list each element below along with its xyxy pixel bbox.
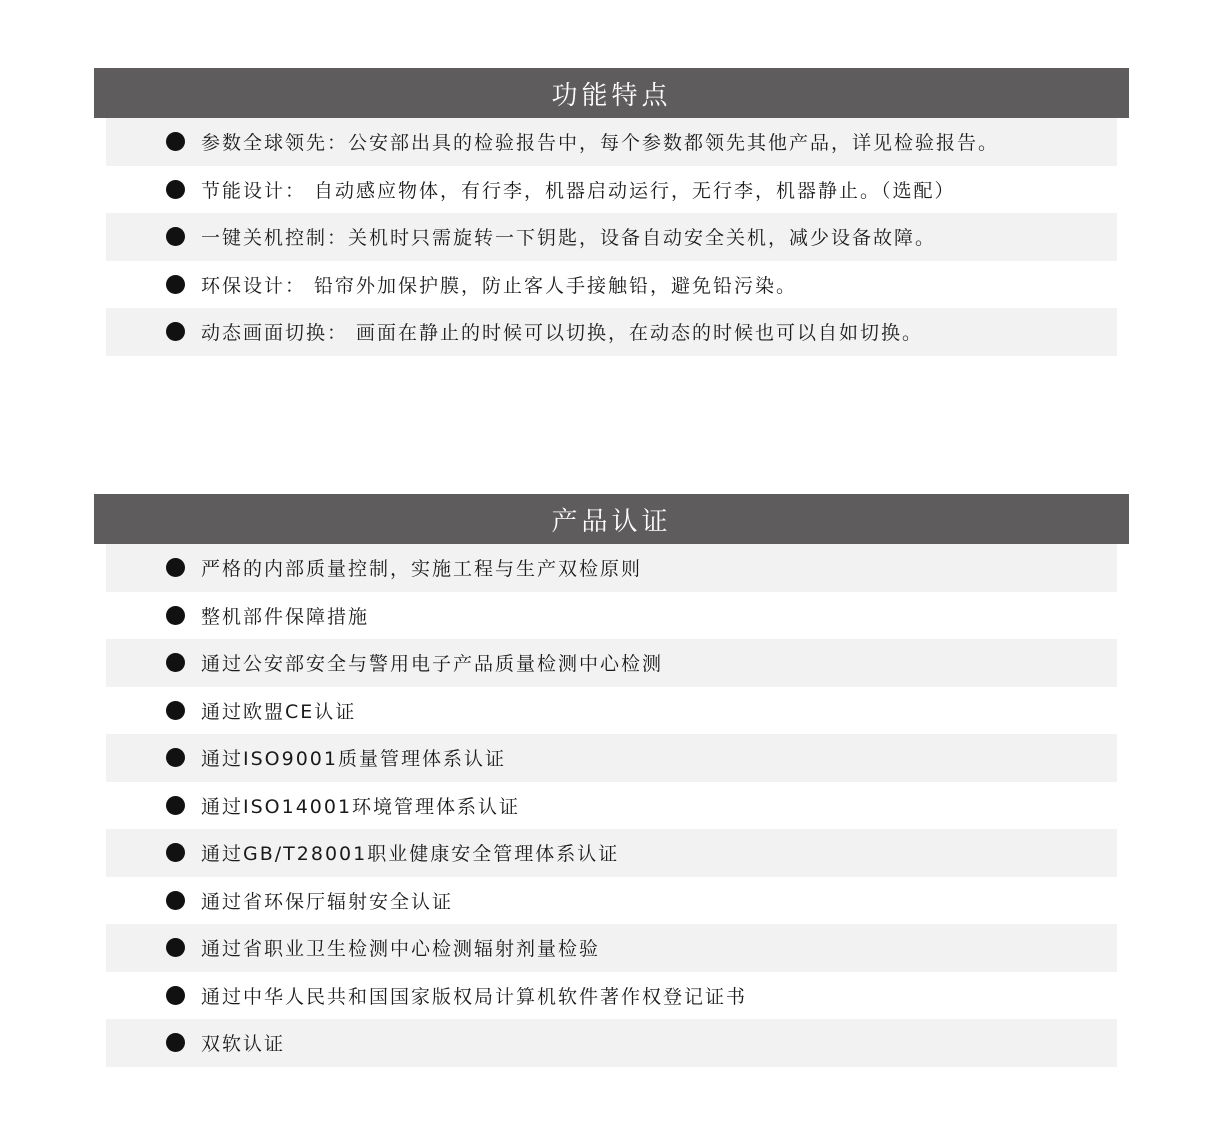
certifications-title: 产品认证 xyxy=(551,506,672,537)
list-item-text: 通过ISO14001环境管理体系认证 xyxy=(201,795,521,818)
list-item-text: 一键关机控制：关机时只需旋转一下钥匙，设备自动安全关机，减少设备故障。 xyxy=(201,227,937,250)
list-item-text: 通过公安部安全与警用电子产品质量检测中心检测 xyxy=(201,653,664,676)
bullet-icon xyxy=(166,322,185,341)
list-item xyxy=(106,213,1117,261)
list-item-text: 通过省环保厅辐射安全认证 xyxy=(201,890,454,913)
list-item xyxy=(106,639,1117,687)
list-item-text: 参数全球领先：公安部出具的检验报告中，每个参数都领先其他产品，详见检验报告。 xyxy=(201,132,1000,155)
list-item xyxy=(106,544,1117,592)
features-header xyxy=(94,68,1129,118)
list-item xyxy=(106,118,1117,166)
list-item-text: 双软认证 xyxy=(201,1033,286,1056)
features-section xyxy=(94,68,1129,356)
list-item xyxy=(106,687,1117,735)
list-item xyxy=(106,592,1117,640)
bullet-icon xyxy=(166,891,185,910)
certifications-list xyxy=(106,544,1117,1067)
list-item xyxy=(106,972,1117,1020)
list-item xyxy=(106,1019,1117,1067)
list-item xyxy=(106,261,1117,309)
list-item-text: 严格的内部质量控制，实施工程与生产双检原则 xyxy=(201,558,643,581)
bullet-icon xyxy=(166,796,185,815)
list-item-text: 环保设计： 铅帘外加保护膜，防止客人手接触铅，避免铅污染。 xyxy=(201,274,798,297)
list-item-text: 通过欧盟CE认证 xyxy=(201,700,357,723)
list-item-text: 动态画面切换： 画面在静止的时候可以切换，在动态的时候也可以自如切换。 xyxy=(201,322,924,345)
certifications-header xyxy=(94,494,1129,544)
bullet-icon xyxy=(166,1033,185,1052)
list-item-text: 通过省职业卫生检测中心检测辐射剂量检验 xyxy=(201,938,601,961)
bullet-icon xyxy=(166,180,185,199)
list-item-text: 通过中华人民共和国国家版权局计算机软件著作权登记证书 xyxy=(201,985,748,1008)
list-item xyxy=(106,166,1117,214)
bullet-icon xyxy=(166,275,185,294)
features-title: 功能特点 xyxy=(551,80,672,111)
list-item-text: 节能设计： 自动感应物体，有行李，机器启动运行，无行李，机器静止。（选配） xyxy=(201,179,956,202)
list-item xyxy=(106,308,1117,356)
bullet-icon xyxy=(166,653,185,672)
list-item xyxy=(106,734,1117,782)
bullet-icon xyxy=(166,132,185,151)
certifications-section xyxy=(94,494,1129,1067)
bullet-icon xyxy=(166,558,185,577)
list-item-text: 通过GB/T28001职业健康安全管理体系认证 xyxy=(201,843,620,866)
list-item xyxy=(106,782,1117,830)
bullet-icon xyxy=(166,986,185,1005)
list-item xyxy=(106,829,1117,877)
bullet-icon xyxy=(166,606,185,625)
features-list xyxy=(106,118,1117,356)
bullet-icon xyxy=(166,701,185,720)
bullet-icon xyxy=(166,227,185,246)
list-item xyxy=(106,877,1117,925)
list-item-text: 通过ISO9001质量管理体系认证 xyxy=(201,748,506,771)
list-item-text: 整机部件保障措施 xyxy=(201,605,370,628)
bullet-icon xyxy=(166,748,185,767)
bullet-icon xyxy=(166,938,185,957)
bullet-icon xyxy=(166,843,185,862)
list-item xyxy=(106,924,1117,972)
